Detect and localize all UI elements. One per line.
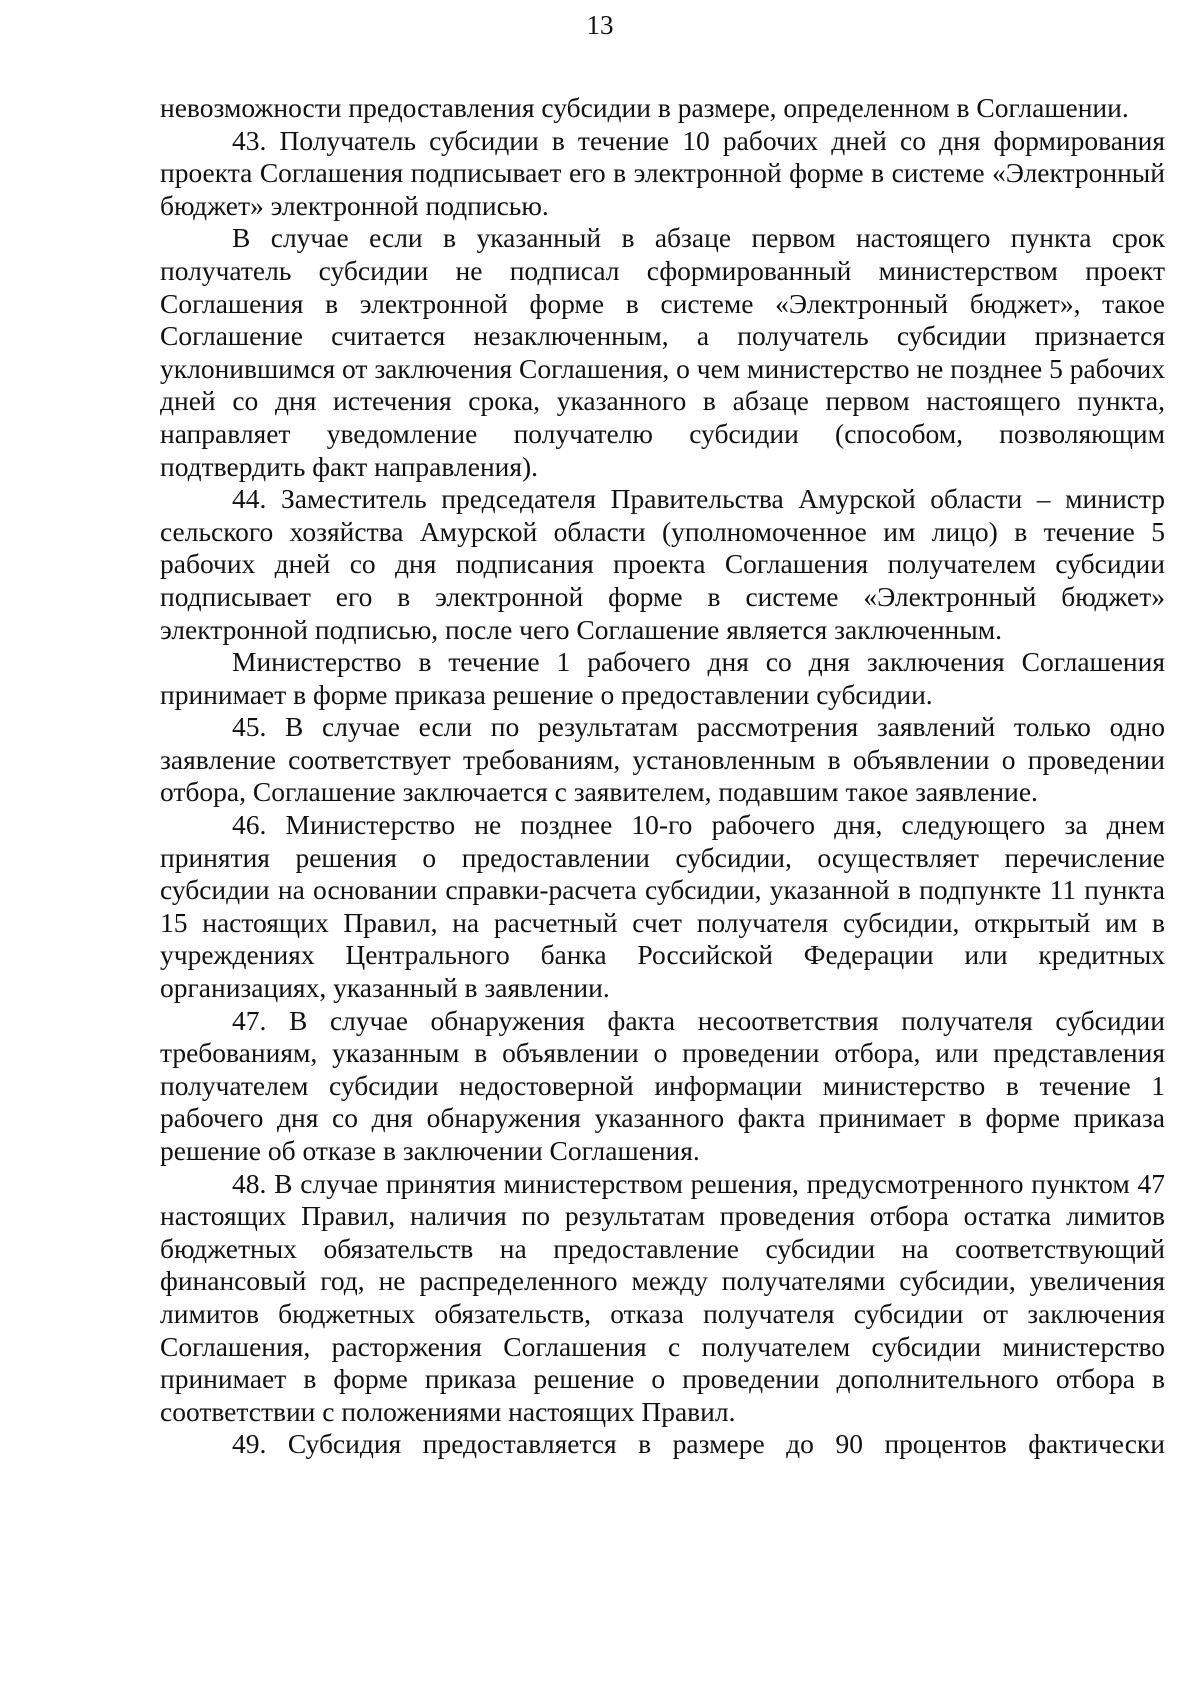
paragraph-item-43: 43. Получатель субсидии в течение 10 рабочих дней со дня формирования проекта Соглашения подписывает его в электронной форме в системе «Электронный бюджет» электронной подписью. xyxy=(160,124,1165,221)
paragraph-item-45: 45. В случае если по результатам рассмотрения заявлений только одно заявление соответствует требованиям, установленным в объявлении о проведении отбора, Соглашение заключается с заявителем, подавшим такое заявление. xyxy=(160,711,1165,808)
paragraph-item-48: 48. В случае принятия министерством решения, предусмотренного пунктом 47 настоящих Правил, наличия по результатам проведения отбора остатка лимитов бюджетных обязательств на предоставление субсидии на соответствующий финансовый год, не распределенного между получателями субсидии, увеличения лимитов бюджетных обязательств, отказа получателя субсидии от заключения Соглашения, расторжения Соглашения с получателем субсидии министерство принимает в форме приказа решение о проведении дополнительного отбора в соответствии с положениями настоящих Правил. xyxy=(160,1167,1165,1427)
paragraph-item-47: 47. В случае обнаружения факта несоответствия получателя субсидии требованиям, указанным в объявлении о проведении отбора, или представления получателем субсидии недостоверной информации министерство в течение 1 рабочего дня со дня обнаружения указанного факта принимает в форме приказа решение об отказе в заключении Соглашения. xyxy=(160,1004,1165,1166)
document-body xyxy=(160,92,1165,1461)
paragraph-item-44: 44. Заместитель председателя Правительства Амурской области – министр сельского хозяйства Амурской области (уполномоченное им лицо) в течение 5 рабочих дней со дня подписания проекта Соглашения получателем субсидии подписывает его в электронной форме в системе «Электронный бюджет» электронной подписью, после чего Соглашение является заключенным. xyxy=(160,483,1165,645)
page-number: 13 xyxy=(586,10,614,40)
paragraph-continuation: невозможности предоставления субсидии в размере, определенном в Соглашении. xyxy=(160,92,1129,123)
paragraph-item-44-second: Министерство в течение 1 рабочего дня со дня заключения Соглашения принимает в форме приказа решение о предоставлении субсидии. xyxy=(160,646,1165,710)
paragraph-item-49: 49. Субсидия предоставляется в размере до 90 процентов фактически xyxy=(232,1428,1165,1460)
paragraph-item-43-second: В случае если в указанный в абзаце первом настоящего пункта срок получатель субсидии не подписал сформированный министерством проект Соглашения в электронной форме в системе «Электронный бюджет», такое Соглашение считается незаключенным, а получатель субсидии признается уклонившимся от заключения Соглашения, о чем министерство не позднее 5 рабочих дней со дня истечения срока, указанного в абзаце первом настоящего пункта, направляет уведомление получателю субсидии (способом, позволяющим подтвердить факт направления). xyxy=(160,222,1165,482)
paragraph-item-46: 46. Министерство не позднее 10-го рабочего дня, следующего за днем принятия решения о предоставлении субсидии, осуществляет перечисление субсидии на основании справки-расчета субсидии, указанной в подпункте 11 пункта 15 настоящих Правил, на расчетный счет получателя субсидии, открытый им в учреждениях Центрального банка Российской Федерации или кредитных организациях, указанный в заявлении. xyxy=(160,809,1165,1004)
